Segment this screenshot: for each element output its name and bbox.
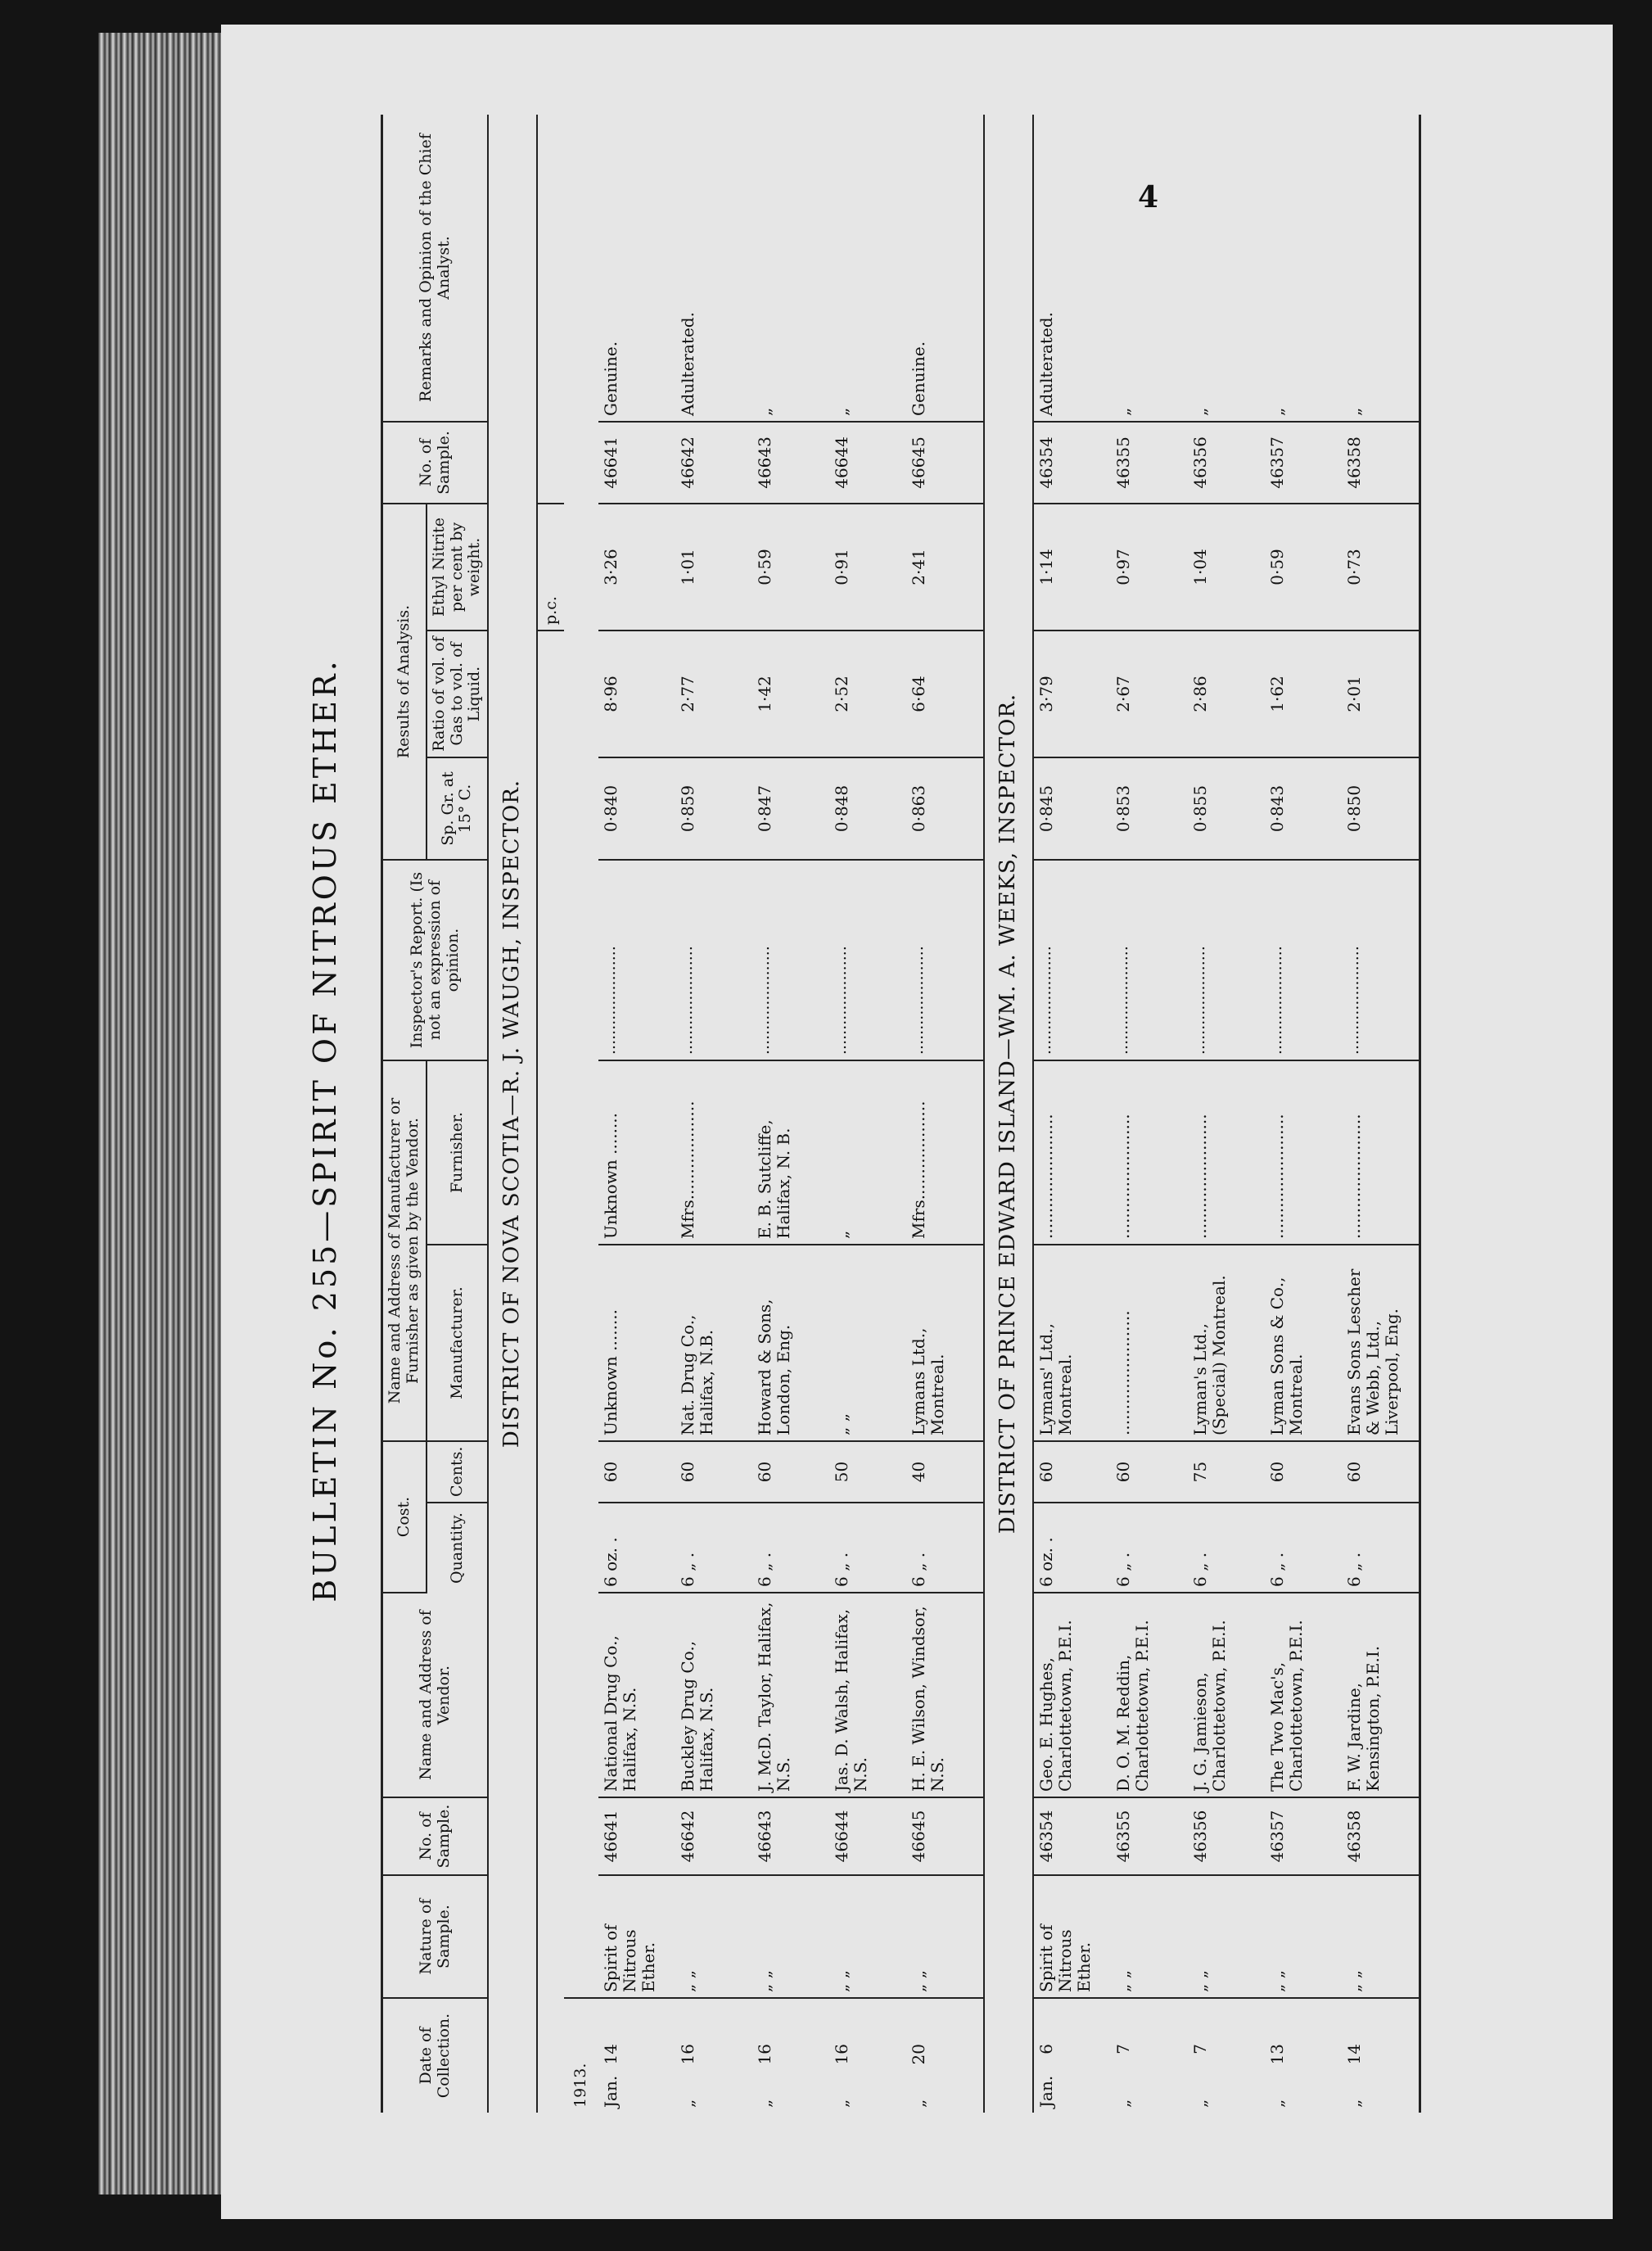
ethyl-nitrite-cell: 1·04 xyxy=(1188,504,1265,631)
scanner-edge xyxy=(98,33,237,2194)
vendor-cell: J. McD. Taylor, Halifax, N.S. xyxy=(752,1593,829,1797)
date-month: Jan. xyxy=(600,2075,621,2108)
sample-no-2-cell: 46358 xyxy=(1342,422,1420,504)
sample-no-cell: 46354 xyxy=(1033,1797,1111,1875)
date-month: „ xyxy=(1343,2099,1364,2108)
table-row xyxy=(675,115,752,2113)
unit-row xyxy=(537,115,564,2113)
header-remarks: Remarks and Opinion of the Chief Analyst. xyxy=(382,115,489,422)
cents-cell: 50 xyxy=(829,1441,906,1503)
manufacturer-cell: Lyman's Ltd., (Special) Montreal. xyxy=(1188,1245,1265,1441)
ethyl-nitrite-cell: 0·97 xyxy=(1111,504,1188,631)
table-row xyxy=(598,115,675,2113)
report-cell: ...................... xyxy=(675,860,752,1060)
remarks-cell: „ xyxy=(829,115,906,422)
nature-cell: Spirit of Nitrous Ether. xyxy=(1033,1875,1111,1998)
page-number: 4 xyxy=(1138,180,1159,215)
sample-no-cell: 46643 xyxy=(752,1797,829,1875)
analysis-table xyxy=(381,115,1421,2113)
sample-no-2-cell: 46641 xyxy=(598,422,675,504)
header-manufacturer: Manufacturer. xyxy=(427,1245,489,1441)
nature-cell: „ „ xyxy=(1188,1875,1265,1998)
remarks-cell: „ xyxy=(1111,115,1188,422)
ratio-cell: 2·52 xyxy=(829,631,906,757)
date-day: 16 xyxy=(677,2044,697,2065)
manufacturer-cell: Lymans Ltd., Montreal. xyxy=(906,1245,984,1441)
ratio-cell: 2·67 xyxy=(1111,631,1188,757)
date-cell xyxy=(1342,1998,1420,2113)
header-inspector-report: Inspector's Report. (Is not an expression of opinion. xyxy=(382,860,489,1060)
nature-cell: „ „ xyxy=(906,1875,984,1998)
sp-gr-cell: 0·843 xyxy=(1265,757,1342,860)
remarks-cell: „ xyxy=(752,115,829,422)
sp-gr-cell: 0·848 xyxy=(829,757,906,860)
cents-cell: 60 xyxy=(598,1441,675,1503)
sample-no-cell: 46355 xyxy=(1111,1797,1188,1875)
date-day: 16 xyxy=(831,2044,851,2065)
district-heading: DISTRICT OF NOVA SCOTIA—R. J. WAUGH, INSPECTOR. xyxy=(488,115,537,2113)
header-cost: Cost. xyxy=(382,1441,427,1593)
ethyl-nitrite-cell: 3·26 xyxy=(598,504,675,631)
date-month: „ xyxy=(677,2099,697,2108)
vendor-cell: Buckley Drug Co., Halifax, N.S. xyxy=(675,1593,752,1797)
district-heading-row xyxy=(488,115,537,2113)
furnisher-cell: ........................ xyxy=(1188,1060,1265,1245)
quantity-cell: 6 „ . xyxy=(1188,1503,1265,1593)
date-day: 14 xyxy=(600,2044,621,2065)
vendor-cell: F. W. Jardine, Kensington, P.E.I. xyxy=(1342,1593,1420,1797)
cents-cell: 60 xyxy=(1342,1441,1420,1503)
date-month: „ xyxy=(754,2099,774,2108)
sample-no-2-cell: 46354 xyxy=(1033,422,1111,504)
sample-no-2-cell: 46357 xyxy=(1265,422,1342,504)
manufacturer-cell: „ „ xyxy=(829,1245,906,1441)
sp-gr-cell: 0·863 xyxy=(906,757,984,860)
date-cell xyxy=(1265,1998,1342,2113)
furnisher-cell: Mfrs................... xyxy=(675,1060,752,1245)
remarks-cell: Genuine. xyxy=(598,115,675,422)
report-cell: ...................... xyxy=(598,860,675,1060)
report-cell: ...................... xyxy=(1188,860,1265,1060)
manufacturer-cell: Evans Sons Lescher & Webb, Ltd., Liverpool, Eng. xyxy=(1342,1245,1420,1441)
report-cell: ...................... xyxy=(1033,860,1111,1060)
nature-cell: „ „ xyxy=(1265,1875,1342,1998)
date-cell xyxy=(675,1998,752,2113)
report-cell: ...................... xyxy=(752,860,829,1060)
report-cell: ...................... xyxy=(829,860,906,1060)
header-maker-group: Name and Address of Manufacturer or Furnisher as given by the Vendor. xyxy=(382,1060,427,1441)
vendor-cell: H. E. Wilson, Windsor, N.S. xyxy=(906,1593,984,1797)
furnisher-cell: ........................ xyxy=(1342,1060,1420,1245)
sp-gr-cell: 0·853 xyxy=(1111,757,1188,860)
rotated-table-area xyxy=(307,133,1486,2113)
manufacturer-cell: Nat. Drug Co., Halifax, N.B. xyxy=(675,1245,752,1441)
sample-no-cell: 46642 xyxy=(675,1797,752,1875)
sample-no-cell: 46357 xyxy=(1265,1797,1342,1875)
vendor-cell: D. O. M. Reddin, Charlottetown, P.E.I. xyxy=(1111,1593,1188,1797)
table-row xyxy=(829,115,906,2113)
cents-cell: 60 xyxy=(1111,1441,1188,1503)
report-cell: ...................... xyxy=(906,860,984,1060)
date-day: 16 xyxy=(754,2044,774,2065)
date-month: „ xyxy=(831,2099,851,2108)
nature-cell: „ „ xyxy=(675,1875,752,1998)
unit-percent: p.c. xyxy=(537,504,564,631)
sample-no-cell: 46358 xyxy=(1342,1797,1420,1875)
date-day: 14 xyxy=(1343,2044,1364,2065)
quantity-cell: 6 „ . xyxy=(1342,1503,1420,1593)
header-quantity: Quantity. xyxy=(427,1503,489,1593)
ethyl-nitrite-cell: 1·14 xyxy=(1033,504,1111,631)
ethyl-nitrite-cell: 0·59 xyxy=(1265,504,1342,631)
date-month: Jan. xyxy=(1036,2075,1056,2108)
manufacturer-cell: Unknown ........ xyxy=(598,1245,675,1441)
header-results: Results of Analysis. xyxy=(382,504,427,860)
date-cell xyxy=(906,1998,984,2113)
furnisher-cell: Unknown ........ xyxy=(598,1060,675,1245)
ethyl-nitrite-cell: 0·91 xyxy=(829,504,906,631)
header-ethyl-nitrite: Ethyl Nitrite per cent by weight. xyxy=(427,504,489,631)
table-row xyxy=(1188,115,1265,2113)
ratio-cell: 1·42 xyxy=(752,631,829,757)
cents-cell: 60 xyxy=(752,1441,829,1503)
sp-gr-cell: 0·840 xyxy=(598,757,675,860)
report-cell: ...................... xyxy=(1111,860,1188,1060)
sp-gr-cell: 0·847 xyxy=(752,757,829,860)
remarks-cell: Adulterated. xyxy=(675,115,752,422)
manufacturer-cell: Lymans' Ltd., Montreal. xyxy=(1033,1245,1111,1441)
ratio-cell: 2·77 xyxy=(675,631,752,757)
header-vendor: Name and Address of Vendor. xyxy=(382,1593,489,1797)
district-heading-row xyxy=(984,115,1033,2113)
year-label: 1913. xyxy=(571,2063,589,2108)
manufacturer-cell: ........................ xyxy=(1111,1245,1188,1441)
date-month: „ xyxy=(1113,2099,1133,2108)
header-sample-no: No. of Sample. xyxy=(382,1797,489,1875)
furnisher-cell: ........................ xyxy=(1033,1060,1111,1245)
sample-no-2-cell: 46645 xyxy=(906,422,984,504)
date-day: 13 xyxy=(1266,2044,1287,2065)
remarks-cell: Adulterated. xyxy=(1033,115,1111,422)
vendor-cell: Jas. D. Walsh, Halifax, N.S. xyxy=(829,1593,906,1797)
ratio-cell: 2·01 xyxy=(1342,631,1420,757)
furnisher-cell: E. B. Sutcliffe, Halifax, N. B. xyxy=(752,1060,829,1245)
ethyl-nitrite-cell: 2·41 xyxy=(906,504,984,631)
quantity-cell: 6 oz. . xyxy=(598,1503,675,1593)
sp-gr-cell: 0·845 xyxy=(1033,757,1111,860)
vendor-cell: The Two Mac's, Charlottetown, P.E.I. xyxy=(1265,1593,1342,1797)
sp-gr-cell: 0·855 xyxy=(1188,757,1265,860)
date-day: 6 xyxy=(1036,2044,1056,2054)
quantity-cell: 6 „ . xyxy=(1111,1503,1188,1593)
bulletin-title: BULLETIN No. 255—SPIRIT OF NITROUS ETHER. xyxy=(307,658,343,1602)
sample-no-2-cell: 46642 xyxy=(675,422,752,504)
quantity-cell: 6 „ . xyxy=(675,1503,752,1593)
table-row xyxy=(1033,115,1111,2113)
ratio-cell: 6·64 xyxy=(906,631,984,757)
vendor-cell: Geo. E. Hughes, Charlottetown, P.E.I. xyxy=(1033,1593,1111,1797)
header-sp-gr: Sp. Gr. at 15° C. xyxy=(427,757,489,860)
header-date: Date of Collection. xyxy=(416,2013,453,2099)
cents-cell: 60 xyxy=(1033,1441,1111,1503)
date-cell xyxy=(1033,1998,1111,2113)
furnisher-cell: ........................ xyxy=(1111,1060,1188,1245)
remarks-cell: Genuine. xyxy=(906,115,984,422)
cents-cell: 75 xyxy=(1188,1441,1265,1503)
table-row xyxy=(1111,115,1188,2113)
ratio-cell: 2·86 xyxy=(1188,631,1265,757)
nature-cell: „ „ xyxy=(1111,1875,1188,1998)
sample-no-2-cell: 46355 xyxy=(1111,422,1188,504)
sample-no-cell: 46645 xyxy=(906,1797,984,1875)
date-cell xyxy=(1111,1998,1188,2113)
remarks-cell: „ xyxy=(1342,115,1420,422)
cents-cell: 40 xyxy=(906,1441,984,1503)
date-cell xyxy=(752,1998,829,2113)
furnisher-cell: Mfrs................... xyxy=(906,1060,984,1245)
header-ratio: Ratio of vol. of Gas to vol. of Liquid. xyxy=(427,631,489,757)
table-row xyxy=(906,115,984,2113)
table-row xyxy=(1265,115,1342,2113)
ethyl-nitrite-cell: 0·59 xyxy=(752,504,829,631)
nature-cell: „ „ xyxy=(752,1875,829,1998)
sample-no-2-cell: 46356 xyxy=(1188,422,1265,504)
manufacturer-cell: Howard & Sons, London, Eng. xyxy=(752,1245,829,1441)
quantity-cell: 6 „ . xyxy=(829,1503,906,1593)
remarks-cell: „ xyxy=(1188,115,1265,422)
date-month: „ xyxy=(1189,2099,1210,2108)
header-nature: Nature of Sample. xyxy=(382,1875,489,1998)
table-row xyxy=(1342,115,1420,2113)
date-cell xyxy=(1188,1998,1265,2113)
report-cell: ...................... xyxy=(1265,860,1342,1060)
header-furnisher: Furnisher. xyxy=(427,1060,489,1245)
sample-no-cell: 46644 xyxy=(829,1797,906,1875)
ethyl-nitrite-cell: 0·73 xyxy=(1342,504,1420,631)
date-day: 7 xyxy=(1189,2044,1210,2054)
year-row xyxy=(564,115,598,2113)
sample-no-2-cell: 46644 xyxy=(829,422,906,504)
quantity-cell: 6 „ . xyxy=(906,1503,984,1593)
date-month: „ xyxy=(908,2099,928,2108)
table-header xyxy=(382,115,489,2113)
date-cell xyxy=(598,1998,675,2113)
date-month: „ xyxy=(1266,2099,1287,2108)
date-cell xyxy=(829,1998,906,2113)
sample-no-2-cell: 46643 xyxy=(752,422,829,504)
furnisher-cell: „ xyxy=(829,1060,906,1245)
district-heading: DISTRICT OF PRINCE EDWARD ISLAND—WM. A. WEEKS, INSPECTOR. xyxy=(984,115,1033,2113)
sp-gr-cell: 0·850 xyxy=(1342,757,1420,860)
nature-cell: „ „ xyxy=(1342,1875,1420,1998)
sp-gr-cell: 0·859 xyxy=(675,757,752,860)
table-row xyxy=(752,115,829,2113)
report-cell: ...................... xyxy=(1342,860,1420,1060)
nature-cell: „ „ xyxy=(829,1875,906,1998)
sample-no-cell: 46356 xyxy=(1188,1797,1265,1875)
quantity-cell: 6 „ . xyxy=(1265,1503,1342,1593)
quantity-cell: 6 oz. . xyxy=(1033,1503,1111,1593)
ratio-cell: 8·96 xyxy=(598,631,675,757)
ratio-cell: 1·62 xyxy=(1265,631,1342,757)
ethyl-nitrite-cell: 1·01 xyxy=(675,504,752,631)
furnisher-cell: ........................ xyxy=(1265,1060,1342,1245)
ratio-cell: 3·79 xyxy=(1033,631,1111,757)
cents-cell: 60 xyxy=(675,1441,752,1503)
district-nova-scotia xyxy=(488,115,984,2113)
quantity-cell: 6 „ . xyxy=(752,1503,829,1593)
nature-cell: Spirit of Nitrous Ether. xyxy=(598,1875,675,1998)
sample-no-cell: 46641 xyxy=(598,1797,675,1875)
header-cents: Cents. xyxy=(427,1441,489,1503)
district-prince-edward-island xyxy=(984,115,1420,2113)
vendor-cell: J. G. Jamieson, Charlottetown, P.E.I. xyxy=(1188,1593,1265,1797)
manufacturer-cell: Lyman Sons & Co., Montreal. xyxy=(1265,1245,1342,1441)
cents-cell: 60 xyxy=(1265,1441,1342,1503)
date-day: 7 xyxy=(1113,2044,1133,2054)
vendor-cell: National Drug Co., Halifax, N.S. xyxy=(598,1593,675,1797)
date-day: 20 xyxy=(908,2044,928,2065)
remarks-cell: „ xyxy=(1265,115,1342,422)
header-sample-no-2: No. of Sample. xyxy=(382,422,489,504)
